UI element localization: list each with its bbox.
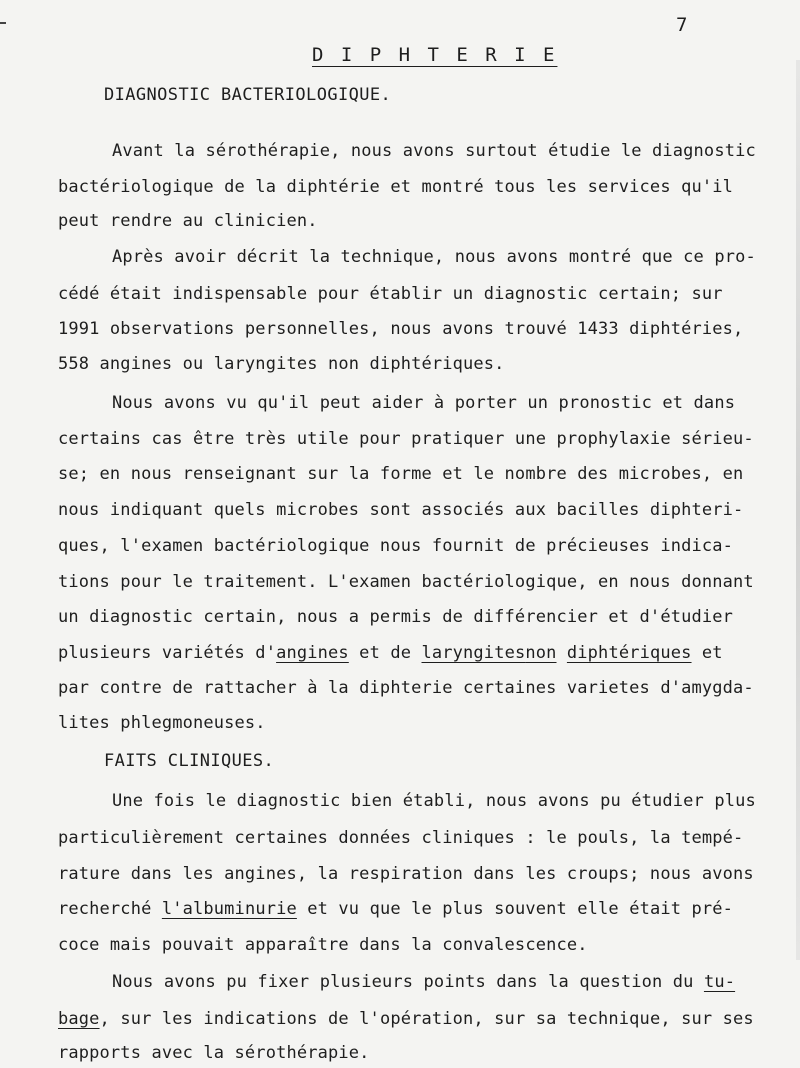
- text-fragment: et: [691, 643, 723, 663]
- text-line: rapports avec la sérothérapie.: [58, 1043, 370, 1063]
- margin-mark: [0, 22, 6, 24]
- text-line: nous indiquant quels microbes sont associés aux bacilles diphteri-: [58, 500, 744, 520]
- underlined-word-non: non: [525, 643, 557, 663]
- page-title: D I P H T E R I E: [312, 44, 558, 66]
- text-line: se; en nous renseignant sur la forme et le nombre des microbes, en: [58, 464, 744, 484]
- text-line: ques, l'examen bactériologique nous fournit de précieuses indica-: [58, 536, 734, 556]
- underlined-word-tu: tu-: [703, 972, 736, 992]
- text-line: tions pour le traitement. L'examen bactériologique, en nous donnant: [58, 572, 754, 592]
- text-line: bactériologique de la diphtérie et montré tous les services qu'il: [58, 177, 734, 197]
- text-fragment: Nous avons pu fixer plusieurs points dans la question du: [112, 972, 704, 992]
- text-line: Nous avons vu qu'il peut aider à porter un pronostic et dans: [112, 393, 736, 413]
- underlined-word-diphteriques: diphtériques: [566, 643, 692, 663]
- underlined-word-albuminurie: l'albuminurie: [161, 899, 297, 919]
- section-heading-faits-cliniques: FAITS CLINIQUES.: [104, 751, 275, 771]
- text-line: coce mais pouvait apparaître dans la convalescence.: [58, 935, 588, 955]
- text-line: Une fois le diagnostic bien établi, nous avons pu étudier plus: [112, 791, 756, 811]
- text-line-tubage: [112, 972, 800, 992]
- text-line: rature dans les angines, la respiration dans les croups; nous avons: [58, 864, 754, 884]
- underlined-word-laryngites: laryngites: [421, 643, 526, 663]
- text-line: Avant la sérothérapie, nous avons surtout étudie le diagnostic: [112, 141, 756, 161]
- text-line-varietes: [58, 643, 778, 663]
- text-fragment: [557, 643, 567, 663]
- text-line: par contre de rattacher à la diphterie certaines varietes d'amygda-: [58, 678, 754, 698]
- text-fragment: et de: [348, 643, 422, 663]
- text-line: Après avoir décrit la technique, nous avons montré que ce pro-: [112, 247, 756, 267]
- text-fragment: recherché: [58, 899, 162, 919]
- text-line: certains cas être très utile pour pratiquer une prophylaxie sérieu-: [58, 429, 754, 449]
- text-line: lites phlegmoneuses.: [58, 713, 266, 733]
- underlined-word-bage: bage: [58, 1009, 100, 1029]
- text-fragment: plusieurs variétés d': [58, 643, 277, 663]
- text-line: peut rendre au clinicien.: [58, 211, 318, 231]
- text-line-tubage-cont: [58, 1009, 778, 1029]
- text-line: un diagnostic certain, nous a permis de différencier et d'étudier: [58, 607, 734, 627]
- text-fragment: et vu que le plus souvent elle était pré-: [296, 899, 734, 919]
- text-line: cédé était indispensable pour établir un diagnostic certain; sur: [58, 284, 723, 304]
- text-fragment: , sur les indications de l'opération, sur sa technique, sur ses: [99, 1009, 754, 1029]
- text-line: 558 angines ou laryngites non diphtériques.: [58, 354, 505, 374]
- page-number: 7: [676, 14, 688, 36]
- text-line-albuminurie: [58, 899, 778, 919]
- section-heading-diagnostic: DIAGNOSTIC BACTERIOLOGIQUE.: [104, 85, 392, 105]
- underlined-word-angines: angines: [276, 643, 349, 663]
- text-line: 1991 observations personnelles, nous avons trouvé 1433 diphtéries,: [58, 319, 744, 339]
- text-line: particulièrement certaines données cliniques : le pouls, la tempé-: [58, 828, 744, 848]
- page-edge-shadow: [796, 60, 800, 960]
